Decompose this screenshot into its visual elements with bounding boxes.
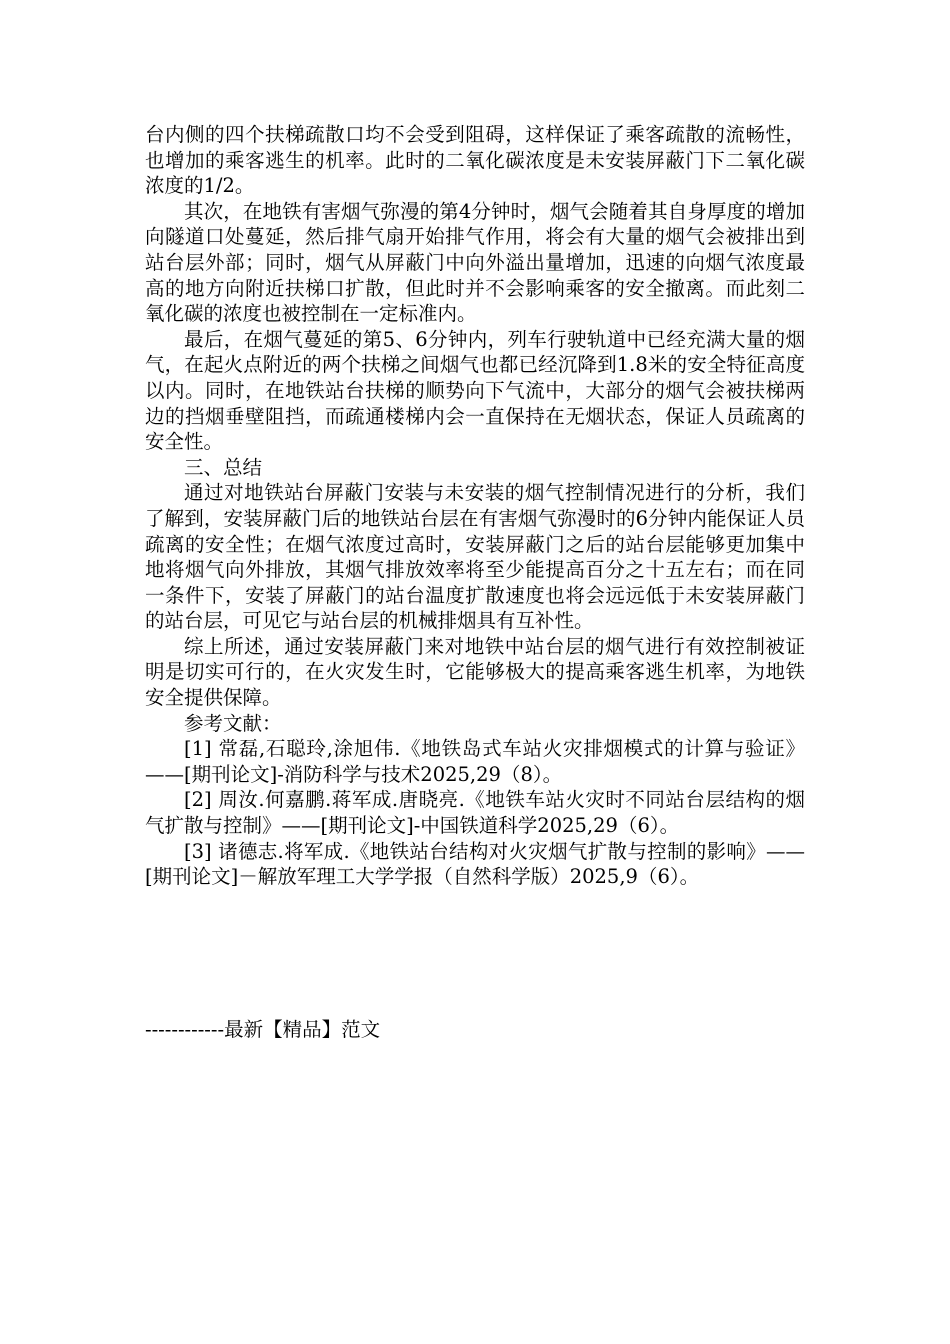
page-footer: ------------最新【精品】范文 [145, 1018, 381, 1041]
body-paragraph-continued: 台内侧的四个扶梯疏散口均不会受到阻碍，这样保证了乘客疏散的流畅性，也增加的乘客逃生的机率。此时的二氧化碳浓度是未安装屏蔽门下二氧化碳浓度的1/2。 [145, 123, 805, 198]
reference-item-3: [3] 诸德志.将军成.《地铁站台结构对火灾烟气扩散与控制的影响》——[期刊论文]－解放军理工大学学报（自然科学版）2025,9（6）。 [145, 839, 805, 889]
body-paragraph-third: 最后，在烟气蔓延的第5、6分钟内，列车行驶轨道中已经充满大量的烟气，在起火点附近的两个扶梯之间烟气也都已经沉降到1.8米的安全特征高度以内。同时，在地铁站台扶梯的顺势向下气流中，大部分的烟气会被扶梯两边的挡烟垂壁阻挡，而疏通楼梯内会一直保持在无烟状态，保证人员疏离的安全性。 [145, 327, 805, 454]
reference-item-1: [1] 常磊,石聪玲,涂旭伟.《地铁岛式车站火灾排烟模式的计算与验证》——[期刊论文]-消防科学与技术2025,29（8）。 [145, 737, 805, 786]
document-body [145, 122, 805, 890]
references-heading: 参考文献： [184, 711, 282, 735]
summary-paragraph-first: 通过对地铁站台屏蔽门安装与未安装的烟气控制情况进行的分析，我们了解到，安装屏蔽门后的地铁站台层在有害烟气弥漫时的6分钟内能保证人员疏离的安全性；在烟气浓度过高时，安装屏蔽门之后的站台层能够更加集中地将烟气向外排放，其烟气排放效率将至少能提高百分之十五左右；而在同一条件下，安装了屏蔽门的站台温度扩散速度也将会远远低于未安装屏蔽门的站台层，可见它与站台层的机械排烟具有互补性。 [145, 481, 805, 633]
body-paragraph-second: 其次，在地铁有害烟气弥漫的第4分钟时，烟气会随着其自身厚度的增加向隧道口处蔓延，然后排气扇开始排气作用，将会有大量的烟气会被排出到站台层外部；同时，烟气从屏蔽门中向外溢出量增加，迅速的向烟气浓度最高的地方向附近扶梯口扩散，但此时并不会影响乘客的安全撤离。而此刻二氧化碳的浓度也被控制在一定标准内。 [145, 199, 805, 326]
section-heading-summary: 三、总结 [184, 455, 263, 479]
summary-paragraph-second: 综上所述，通过安装屏蔽门来对地铁中站台层的烟气进行有效控制被证明是切实可行的，在火灾发生时，它能够极大的提高乘客逃生机率，为地铁安全提供保障。 [145, 634, 805, 710]
reference-item-2: [2] 周汝.何嘉鹏.蒋军成.唐晓亮.《地铁车站火灾时不同站台层结构的烟气扩散与控制》——[期刊论文]-中国铁道科学2025,29（6）。 [145, 788, 805, 838]
